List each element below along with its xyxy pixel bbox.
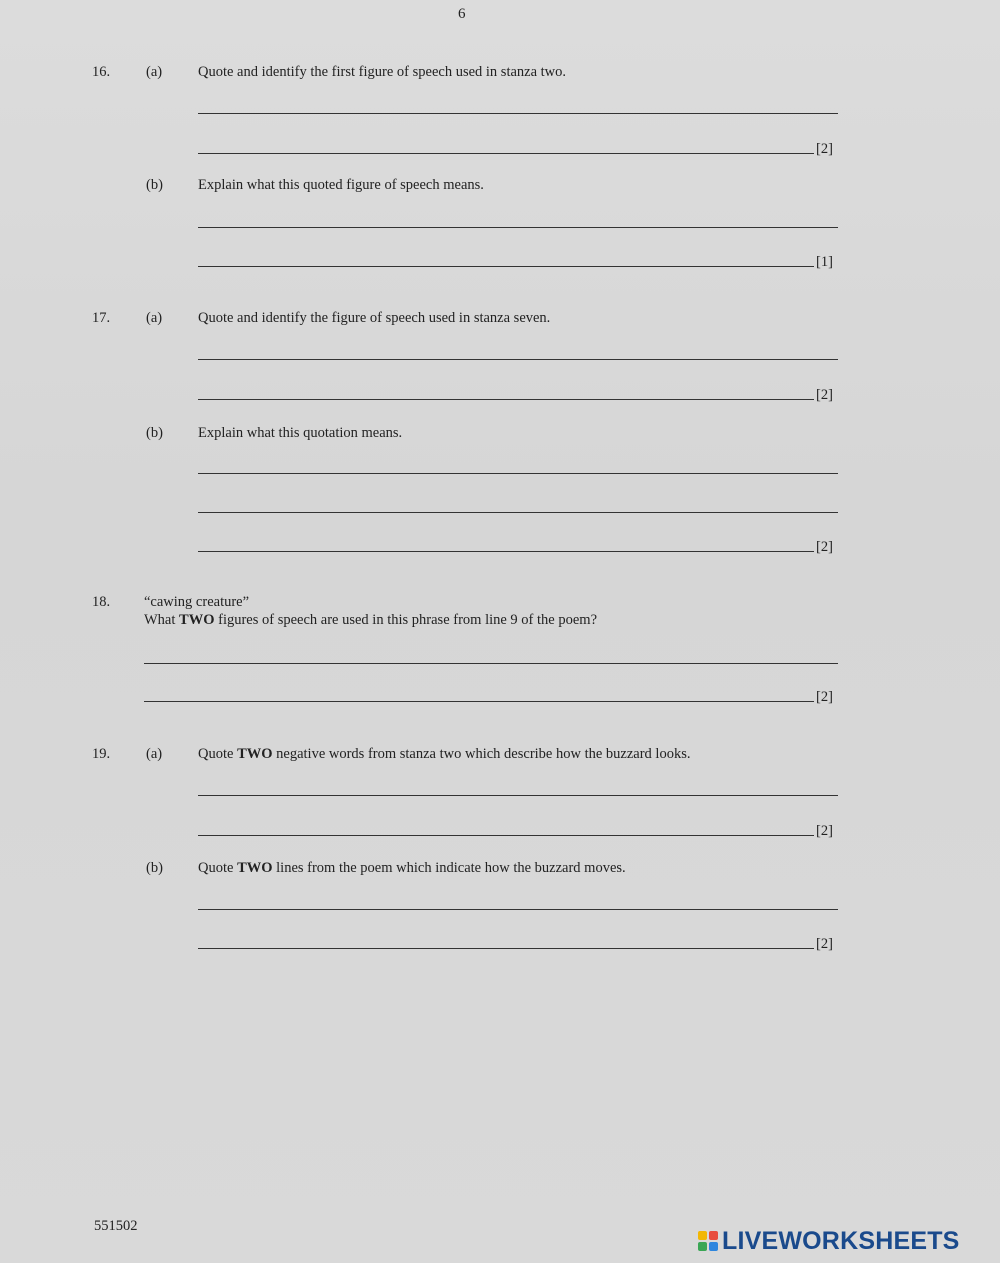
q18-quoted-phrase: “cawing creature” (144, 594, 250, 610)
q16a-question-text: Quote and identify the first figure of speech used in stanza two. (198, 64, 567, 80)
q17b-answer-line-2[interactable] (198, 512, 838, 513)
q18-marks: [2] (816, 689, 833, 705)
q17a-answer-line-2[interactable] (198, 399, 814, 400)
q16b-answer-line-1[interactable] (198, 227, 838, 228)
q19a-answer-line-2[interactable] (198, 835, 814, 836)
q19b-answer-line-1[interactable] (198, 909, 838, 910)
liveworksheets-watermark (698, 1226, 960, 1256)
q19b-answer-line-2[interactable] (198, 948, 814, 949)
q19a-question-text: Quote TWO negative words from stanza two which describe how the buzzard looks. (198, 746, 691, 762)
page-number: 6 (458, 6, 466, 22)
q16b-answer-line-2[interactable] (198, 266, 814, 267)
q17-part-b-label: (b) (146, 425, 163, 441)
q17b-marks: [2] (816, 539, 833, 555)
q19a-answer-line-1[interactable] (198, 795, 838, 796)
question-number-18: 18. (92, 594, 111, 610)
q17b-answer-line-3[interactable] (198, 551, 814, 552)
q18-question-text: What TWO figures of speech are used in this phrase from line 9 of the poem? (144, 612, 597, 628)
question-number-19: 19. (92, 746, 111, 762)
liveworksheets-brand-text: LIVEWORKSHEETS (722, 1226, 960, 1255)
q18-answer-line-1[interactable] (144, 663, 838, 664)
q16b-marks: [1] (816, 254, 833, 270)
q17a-answer-line-1[interactable] (198, 359, 838, 360)
q16a-marks: [2] (816, 141, 833, 157)
q16b-question-text: Explain what this quoted figure of speech means. (198, 177, 484, 193)
q16a-answer-line-2[interactable] (198, 153, 814, 154)
q19a-marks: [2] (816, 823, 833, 839)
question-number-17: 17. (92, 310, 111, 326)
q16-part-a-label: (a) (146, 64, 163, 80)
q17-part-a-label: (a) (146, 310, 163, 326)
q18-answer-line-2[interactable] (144, 701, 814, 702)
q19-part-b-label: (b) (146, 860, 163, 876)
q16a-answer-line-1[interactable] (198, 113, 838, 114)
q17a-question-text: Quote and identify the figure of speech used in stanza seven. (198, 310, 551, 326)
q17b-answer-line-1[interactable] (198, 473, 838, 474)
q19-part-a-label: (a) (146, 746, 163, 762)
question-number-16: 16. (92, 64, 111, 80)
q17b-question-text: Explain what this quotation means. (198, 425, 403, 441)
q19b-marks: [2] (816, 936, 833, 952)
paper-code: 551502 (94, 1218, 138, 1234)
q17a-marks: [2] (816, 387, 833, 403)
q16-part-b-label: (b) (146, 177, 163, 193)
q19b-question-text: Quote TWO lines from the poem which indicate how the buzzard moves. (198, 860, 626, 876)
liveworksheets-logo-icon (698, 1231, 718, 1251)
